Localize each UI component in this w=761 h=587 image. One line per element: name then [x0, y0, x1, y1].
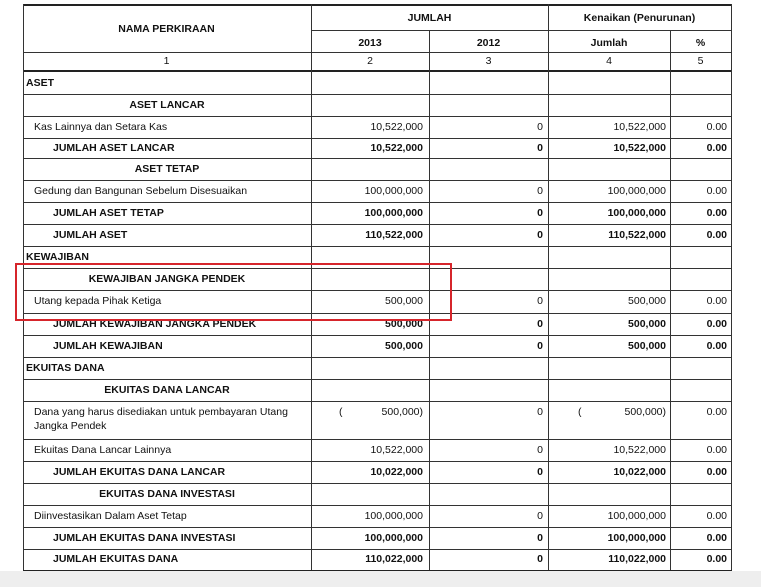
value-pct: 0.00: [706, 444, 727, 456]
section-label: KEWAJIBAN: [26, 251, 90, 263]
value-2013: 10,522,000: [370, 121, 423, 133]
value-2012: 0: [537, 229, 543, 241]
grid-line: [23, 505, 732, 506]
grid-line: [548, 4, 549, 570]
value-2013: 110,522,000: [365, 229, 423, 241]
subheader-label: KEWAJIBAN JANGKA PENDEK: [88, 273, 246, 285]
header-jumlah: JUMLAH: [407, 12, 452, 24]
value-2012: 0: [537, 207, 543, 219]
grid-line: [23, 461, 732, 462]
value-2012: 0: [537, 444, 543, 456]
grid-line: [23, 379, 732, 380]
grid-line: [23, 483, 732, 484]
value-2012: 0: [537, 318, 543, 330]
item-label: Utang kepada Pihak Ketiga: [34, 295, 162, 307]
header-kenaikan-jumlah: Jumlah: [590, 37, 628, 49]
item-label: Dana yang harus disediakan untuk pembayaran Utang: [34, 406, 288, 418]
header-num-5: 5: [697, 55, 704, 67]
value-2012: 0: [537, 295, 543, 307]
value-2012: 0: [537, 185, 543, 197]
item-label: Kas Lainnya dan Setara Kas: [34, 121, 168, 133]
grid-line: [23, 527, 732, 528]
value-kenaikan: 10,522,000: [613, 444, 666, 456]
grid-line: [23, 94, 732, 95]
header-num-2: 2: [367, 55, 373, 67]
value-pct: 0.00: [706, 229, 727, 241]
total-label: JUMLAH ASET: [53, 229, 128, 241]
value-2013: 500,000: [385, 318, 423, 330]
grid-line: [23, 224, 732, 225]
total-label: JUMLAH KEWAJIBAN JANGKA PENDEK: [53, 318, 257, 330]
value-2013: 110,022,000: [365, 553, 423, 565]
header-num-4: 4: [606, 55, 612, 67]
header-num-1: 1: [163, 55, 170, 67]
header-2013: 2013: [358, 37, 382, 49]
value-kenaikan: 10,522,000: [613, 121, 666, 133]
grid-line: [23, 158, 732, 159]
grid-line: [23, 549, 732, 550]
grid-line: [23, 70, 732, 72]
value-pct: 0.00: [706, 466, 727, 478]
value-kenaikan: 500,000: [628, 340, 666, 352]
grid-line: [23, 246, 732, 247]
grid-line: [23, 116, 732, 117]
value-pct: 0.00: [706, 121, 727, 133]
item-label: Diinvestasikan Dalam Aset Tetap: [34, 510, 187, 522]
section-label: EKUITAS DANA: [26, 362, 105, 374]
value-2013: 10,522,000: [370, 444, 423, 456]
value-2012: 0: [537, 532, 543, 544]
value-2012: 0: [537, 510, 543, 522]
value-pct: 0.00: [706, 295, 727, 307]
value-2013: 100,000,000: [364, 532, 423, 544]
value-kenaikan: 100,000,000: [607, 185, 666, 197]
grid-line: [670, 30, 671, 570]
value-kenaikan: 500,000: [628, 295, 666, 307]
value-kenaikan: 100,000,000: [607, 510, 666, 522]
value-pct: 0.00: [706, 553, 727, 565]
value-2013: 100,000,000: [364, 510, 423, 522]
header-kenaikan: Kenaikan (Penurunan): [583, 12, 696, 24]
value-kenaikan: 500,000: [628, 318, 666, 330]
value-pct: 0.00: [706, 532, 727, 544]
value-kenaikan: 10,522,000: [613, 142, 666, 154]
bottom-strip: [0, 571, 761, 587]
value-2012: 0: [537, 340, 543, 352]
value-2013: 500,000: [385, 295, 423, 307]
grid-line: [23, 180, 732, 181]
item-label: Ekuitas Dana Lancar Lainnya: [34, 444, 172, 456]
value-2013: 500,000): [381, 406, 423, 418]
value-kenaikan: 10,022,000: [613, 466, 666, 478]
value-2013: 500,000: [385, 340, 423, 352]
total-label: JUMLAH ASET TETAP: [53, 207, 164, 219]
item-label: Gedung dan Bangunan Sebelum Disesuaikan: [34, 185, 248, 197]
grid-line: [731, 4, 732, 570]
value-pct: 0.00: [706, 340, 727, 352]
value-2013: 10,022,000: [370, 466, 423, 478]
total-label: JUMLAH EKUITAS DANA INVESTASI: [53, 532, 236, 544]
value-2013: 100,000,000: [364, 207, 423, 219]
subheader-label: EKUITAS DANA LANCAR: [104, 384, 230, 396]
subheader-label: EKUITAS DANA INVESTASI: [99, 488, 235, 500]
header-nama-perkiraan: NAMA PERKIRAAN: [118, 23, 215, 35]
value-2012: 0: [537, 553, 543, 565]
total-label: JUMLAH ASET LANCAR: [53, 142, 175, 154]
total-label: JUMLAH EKUITAS DANA: [53, 553, 179, 565]
grid-line: [23, 52, 732, 53]
header-2012: 2012: [476, 37, 501, 49]
value-2013: 100,000,000: [364, 185, 423, 197]
value-pct: 0.00: [706, 185, 727, 197]
subheader-label: ASET LANCAR: [129, 99, 205, 111]
section-label: ASET: [26, 77, 55, 89]
grid-line: [23, 335, 732, 336]
total-label: JUMLAH EKUITAS DANA LANCAR: [53, 466, 226, 478]
value-kenaikan: 100,000,000: [607, 207, 666, 219]
value-2012: 0: [537, 142, 543, 154]
header-pct: %: [695, 37, 706, 49]
total-label: JUMLAH KEWAJIBAN: [53, 340, 163, 352]
header-num-3: 3: [485, 55, 492, 67]
value-pct: 0.00: [706, 142, 727, 154]
grid-line: [311, 30, 732, 31]
value-pct: 0.00: [706, 318, 727, 330]
grid-line: [23, 202, 732, 203]
value-pct: 0.00: [706, 510, 727, 522]
grid-line: [23, 439, 732, 440]
value-pct: 0.00: [706, 406, 727, 418]
value-2012: 0: [537, 466, 543, 478]
grid-line: [23, 357, 732, 358]
subheader-label: ASET TETAP: [134, 163, 200, 175]
value-kenaikan: 100,000,000: [607, 532, 666, 544]
grid-line: [23, 4, 732, 6]
grid-line: [23, 401, 732, 402]
grid-line: [23, 138, 732, 139]
paren-kenaikan: (: [578, 406, 582, 418]
highlight-box: [15, 263, 452, 321]
value-kenaikan: 110,022,000: [608, 553, 666, 565]
value-2012: 0: [537, 406, 543, 418]
value-pct: 0.00: [706, 207, 727, 219]
value-kenaikan: 500,000): [624, 406, 666, 418]
item-label-line2: Jangka Pendek: [34, 420, 107, 432]
value-kenaikan: 110,522,000: [608, 229, 666, 241]
value-2013: 10,522,000: [370, 142, 423, 154]
value-2012: 0: [537, 121, 543, 133]
paren-2013: (: [339, 406, 343, 418]
